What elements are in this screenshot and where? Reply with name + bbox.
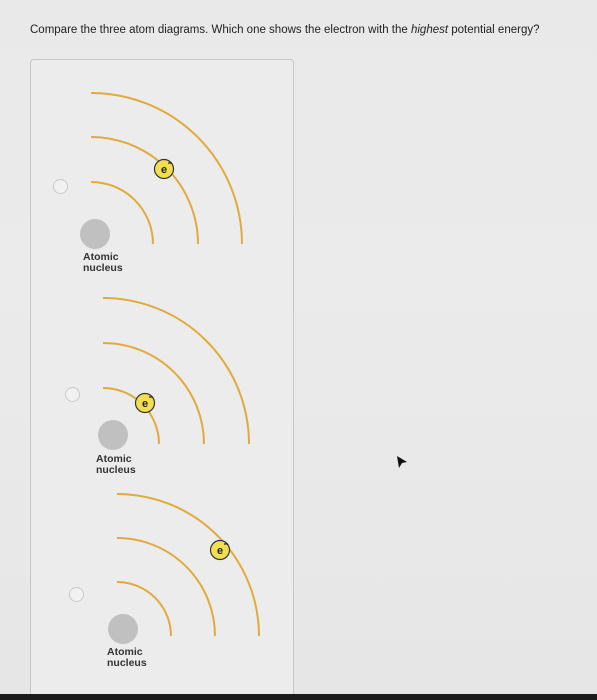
option-a-atom-svg: [31, 80, 293, 290]
question-suffix: potential energy?: [448, 24, 540, 36]
option-b-diagram[interactable]: [31, 296, 293, 486]
orbit-3: [103, 298, 249, 444]
electron: [211, 541, 230, 560]
nucleus: [80, 219, 110, 249]
svg-text:e: e: [216, 545, 224, 557]
electron: [155, 160, 174, 179]
mouse-cursor-icon: [397, 456, 407, 468]
nucleus-label: Atomic nucleus: [83, 251, 123, 274]
svg-text:e: e: [160, 164, 168, 176]
option-b-atom-svg: [31, 296, 293, 486]
nucleus-label: Atomic nucleus: [96, 453, 136, 476]
question-prefix: Compare the three atom diagrams. Which one shows the electron with the: [30, 24, 411, 36]
electron: [136, 394, 155, 413]
nucleus-label: Atomic nucleus: [107, 646, 147, 669]
question-emphasis: highest: [410, 24, 449, 36]
answer-options-panel: [30, 59, 294, 697]
orbit-3: [117, 494, 259, 636]
option-a-diagram[interactable]: [31, 80, 293, 290]
svg-text:e: e: [141, 398, 149, 410]
question-text: [30, 24, 590, 36]
bottom-edge: [0, 694, 597, 700]
option-c-diagram[interactable]: [31, 500, 293, 696]
nucleus: [108, 614, 138, 644]
nucleus: [98, 420, 128, 450]
